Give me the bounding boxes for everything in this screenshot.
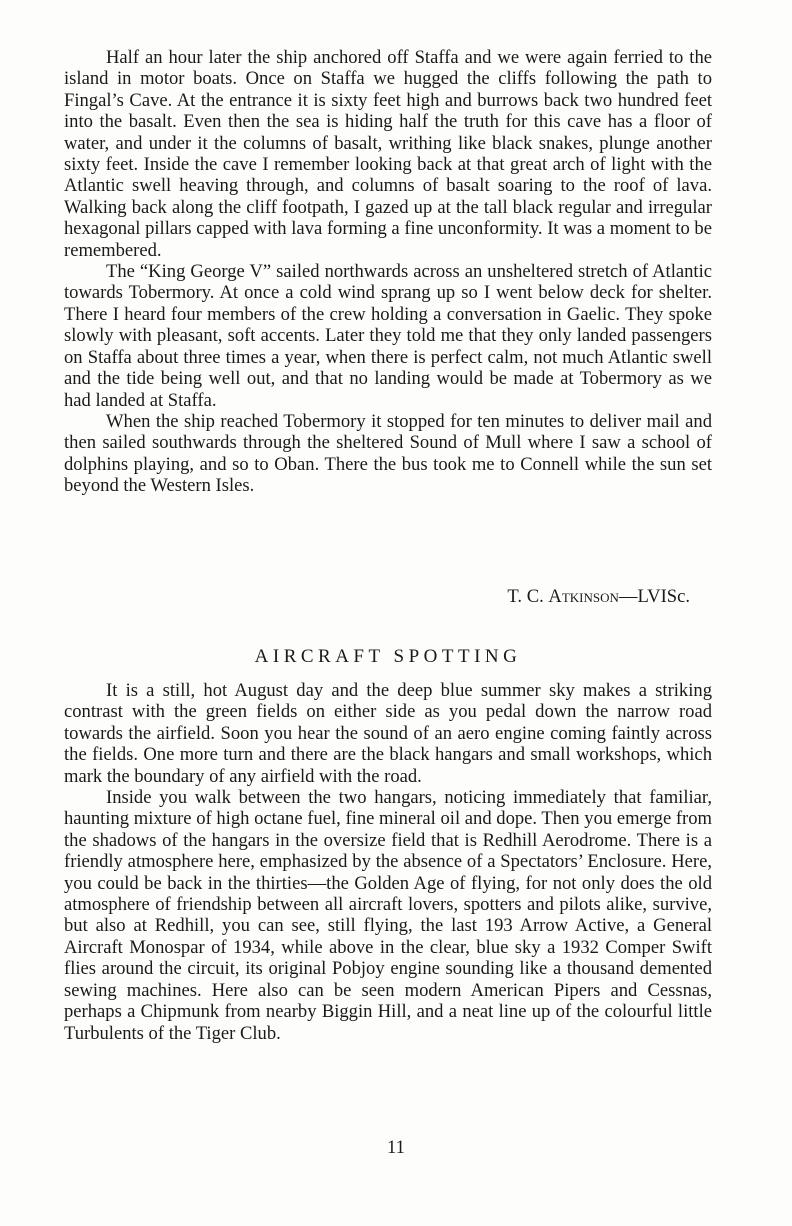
aircraft-article-body — [64, 680, 712, 1044]
staffa-paragraph-2: The “King George V” sailed northwards across an unsheltered stretch of Atlantic towards Tobermory. At once a cold wind sprang up so I went below deck for shelter. There I heard four members of the crew holding a conversation in Gaelic. They spoke slowly with pleasant, soft accents. Later they told me that they only landed passengers on Staffa about three times a year, when there is perfect calm, not much Atlantic swell and the tide being well out, and that no landing would be made at Tobermory as we had landed at Staffa. — [64, 261, 712, 411]
staffa-paragraph-3: When the ship reached Tobermory it stopped for ten minutes to deliver mail and then sailed southwards through the sheltered Sound of Mull where I saw a school of dolphins playing, and so to Oban. There the bus took me to Connell while the sun set beyond the Western Isles. — [64, 410, 712, 497]
section-heading: AIRCRAFT SPOTTING — [254, 646, 522, 667]
staffa-article-body — [64, 47, 712, 497]
aircraft-paragraph-2: Inside you walk between the two hangars, noticing immediately that familiar, haunting mixture of high octane fuel, fine mineral oil and dope. Then you emerge from the shadows of the hangars in the oversize field that is Redhill Aerodrome. There is a friendly atmosphere here, emphasized by the absence of a Spectators’ Enclosure. Here, you could be back in the thirties—the Golden Age of flying, for not only does the old atmosphere of friendship between all aircraft lovers, spotters and pilots alike, survive, but also at Redhill, you can see, still flying, the last 193 Arrow Active, a General Aircraft Monospar of 1934, while above in the clear, blue sky a 1932 Comper Swift flies around the circuit, its original Pobjoy engine sounding like a thousand demented sewing machines. Here also can be seen modern American Pipers and Cessnas, perhaps a Chipmunk from nearby Biggin Hill, and a neat line up of the colourful little Turbulents of the Tiger Club. — [64, 787, 712, 1044]
author-form: —LVISc. — [618, 586, 690, 607]
staffa-paragraph-1: Half an hour later the ship anchored off Staffa and we were again ferried to the island in motor boats. Once on Staffa we hugged the cliffs following the path to Fingal’s Cave. At the entrance it is sixty feet high and burrows back two hundred feet into the basalt. Even then the sea is hiding half the truth for this cave has a floor of water, and under it the columns of basalt, writhing like black snakes, plunge another sixty feet. Inside the cave I remember looking back at that great arch of light with the Atlantic swell heaving through, and columns of basalt soaring to the roof of lava. Walking back along the cliff footpath, I gazed up at the tall black regular and irregular hexagonal pillars capped with lava forming a fine unconformity. It was a moment to be remembered. — [64, 47, 712, 261]
author-initials: T. C. — [507, 586, 549, 607]
aircraft-paragraph-1: It is a still, hot August day and the deep blue summer sky makes a striking contrast with the green fields on either side as you pedal down the narrow road towards the airfield. Soon you hear the sound of an aero engine coming faintly across the fields. One more turn and there are the black hangars and small workshops, which mark the boundary of any airfield with the road. — [64, 680, 712, 787]
page-number: 11 — [387, 1137, 405, 1158]
author-surname: Atkinson — [548, 586, 619, 607]
author-signature — [300, 586, 690, 607]
